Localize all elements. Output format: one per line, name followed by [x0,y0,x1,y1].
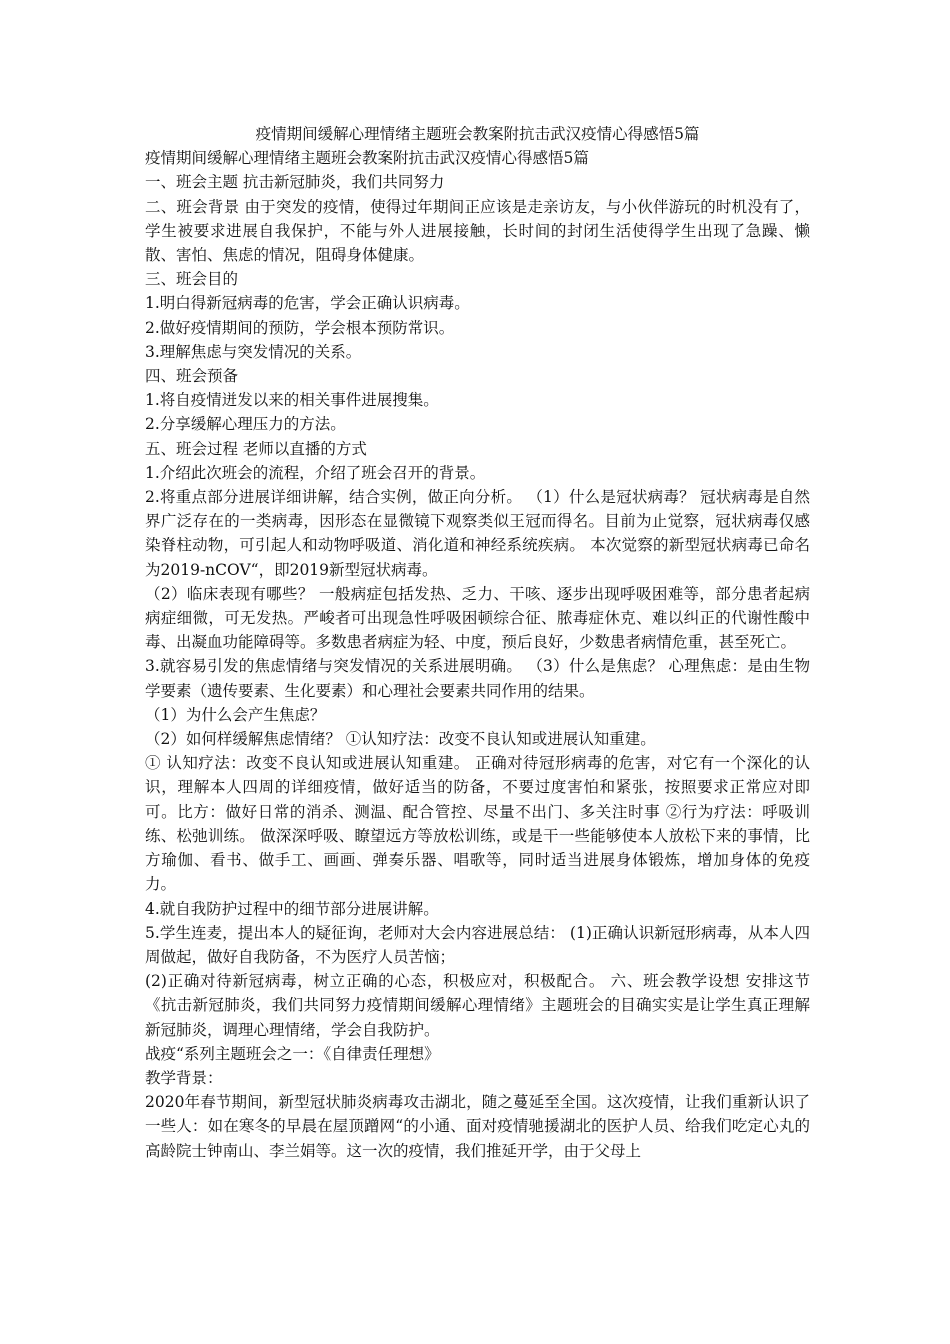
process-item-2: 2.将重点部分进展详细讲解，结合实例，做正向分析。 （1）什么是冠状病毒？ 冠状病毒是自然界广泛存在的一类病毒，因形态在显微镜下观察类似王冠而得名。目前为止觉察，冠状病毒仅感染脊柱动物，可引起人和动物呼吸道、消化道和神经系统疾病。 本次觉察的新型冠状病毒已命名为2019-nCOV“，即2019新型冠状病毒。 [145,488,810,579]
teaching-background-heading: 教学背景： [145,1068,223,1087]
anxiety-cause-paragraph: （1）为什么会产生焦虑？ [145,705,326,724]
cognitive-therapy-paragraph: ① 认知疗法：改变不良认知或进展认知重建。 正确对待冠形病毒的危害，对它有一个深化的认识，理解本人四周的详细疫情，做好适当的防备，不要过度害怕和紧张，按照要求正常应对即可。比方：做好日常的消杀、测温、配合管控、尽量不出门、多关注时事 ②行为疗法：呼吸训练、松弛训练。 做深深呼吸、瞭望远方等放松训练，或是干一些能够使本人放松下来的事情，比方瑜伽、看书、做手工、画画、弹奏乐器、唱歌等，同时适当进展身体锻炼，增加身体的免疫力。 [145,754,810,894]
teaching-background-paragraph: 2020年春节期间，新型冠状肺炎病毒攻击湖北，随之蔓延至全国。这次疫情，让我们重新认识了一些人：如在寒冬的早晨在屋顶蹭网“的小通、面对疫情驰援湖北的医护人员、给我们吃定心丸的高龄院士钟南山、李兰娟等。这一次的疫情，我们推延开学，由于父母上 [145,1093,810,1160]
process-item-4: 4.就自我防护过程中的细节部分进展讲解。 [145,899,439,918]
prep-item-1: 1.将自疫情迸发以来的相关事件进展搜集。 [145,391,439,410]
section-goal-heading: 三、班会目的 [145,270,239,289]
goal-item-2: 2.做好疫情期间的预防，学会根本预防常识。 [145,318,455,337]
summary-paragraph: (2)正确对待新冠病毒，树立正确的心态，积极应对，积极配合。 六、班会教学设想 安排这节《抗击新冠肺炎，我们共同努力疫情期间缓解心理情绪》主题班会的目确实实是让学生真正理解新冠肺炎，调理心理情绪，学会自我防护。 [145,972,810,1039]
process-item-5: 5.学生连麦，提出本人的疑征询，老师对大会内容进展总结： (1)正确认识新冠形病毒，从本人四周做起，做好自我防备，不为医疗人员苦恼； [145,923,810,966]
section-prep-heading: 四、班会预备 [145,367,239,386]
subtitle-paragraph: 疫情期间缓解心理情绪主题班会教案附抗击武汉疫情心得感悟5篇 [145,149,589,168]
process-item-1: 1.介绍此次班会的流程，介绍了班会召开的背景。 [145,463,486,482]
document-title: 疫情期间缓解心理情绪主题班会教案附抗击武汉疫情心得感悟5篇 [255,125,700,143]
section-background: 二、班会背景 由于突发的疫情，使得过年期间正应该是走亲访友，与小伙伴游玩的时机没有了，学生被要求进展自我保护，不能与外人进展接触，长时间的封闭生活使得学生出现了急躁、懒散、害怕、焦虑的情况，阻碍身体健康。 [145,197,810,265]
document-body [145,122,810,1163]
goal-item-1: 1.明白得新冠病毒的危害，学会正确认识病毒。 [145,294,470,313]
anxiety-relief-paragraph: （2）如何样缓解焦虑情绪？ ①认知疗法：改变不良认知或进展认知重建。 [145,730,656,749]
goal-item-3: 3.理解焦虑与突发情况的关系。 [145,342,362,361]
process-item-3: 3.就容易引发的焦虑情绪与突发情况的关系进展明确。 （3）什么是焦虑？ 心理焦虑：是由生物学要素（遗传要素、生化要素）和心理社会要素共同作用的结果。 [145,657,810,700]
clinical-paragraph: （2）临床表现有哪些？ 一般病症包括发热、乏力、干咳、逐步出现呼吸困难等，部分患者起病病症细微，可无发热。严峻者可出现急性呼吸困顿综合征、脓毒症休克、难以纠正的代谢性酸中毒、出凝血功能障碍等。多数患者病症为轻、中度，预后良好，少数患者病情危重，甚至死亡。 [145,584,810,652]
series-title: 战疫“系列主题班会之一：《自律责任理想》 [145,1044,440,1063]
prep-item-2: 2.分享缓解心理压力的方法。 [145,415,346,434]
section-theme: 一、班会主题 抗击新冠肺炎，我们共同努力 [145,173,445,192]
section-process-heading: 五、班会过程 老师以直播的方式 [145,439,367,458]
